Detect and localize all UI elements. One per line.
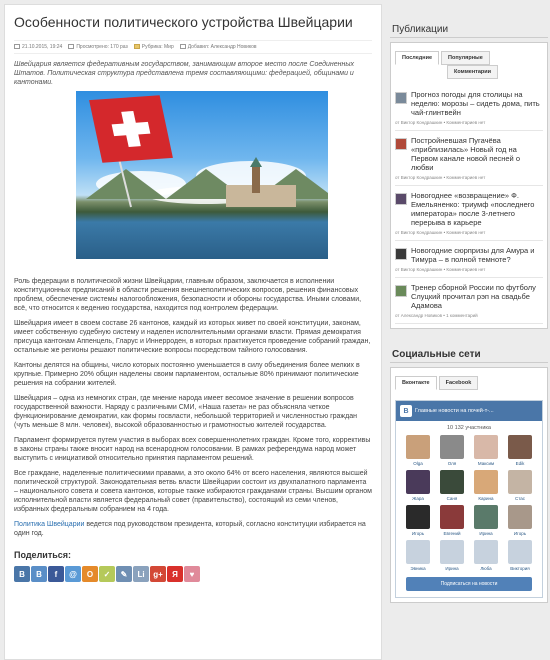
vk-member-name[interactable]: Игорь — [513, 531, 527, 536]
date-meta — [14, 44, 62, 50]
news-row — [395, 283, 543, 310]
vk-members-count: 10 132 участника — [447, 425, 491, 431]
avatar[interactable] — [508, 540, 532, 564]
vk-member[interactable] — [506, 435, 534, 466]
mailru-icon[interactable]: @ — [65, 566, 81, 582]
vk-subscribe-button[interactable]: Подписаться на новости — [406, 577, 532, 591]
vk-member-name[interactable]: Жара — [412, 496, 424, 501]
vk-member[interactable] — [472, 505, 500, 536]
tab-popular[interactable]: Популярные — [441, 51, 490, 65]
odnoklassniki-icon[interactable]: О — [82, 566, 98, 582]
folder-icon — [134, 44, 140, 49]
vk-member[interactable] — [472, 435, 500, 466]
share-title: Поделиться: — [14, 550, 72, 560]
vk-member-name[interactable]: Саня — [446, 496, 458, 501]
vk-member[interactable] — [438, 470, 466, 501]
swiss-flag-photo — [76, 91, 328, 259]
paragraph: Парламент формируется путем участия в выборах всех совершеннолетних граждан. Кроме того, коррективы в законы страны также вносит народ на всенародном голосовании. В рамках референдума народ может выступить с инициативой относительно принятия парламентом решений. — [14, 437, 371, 462]
social-tabs — [395, 372, 543, 390]
news-thumbnail[interactable] — [395, 285, 407, 297]
category-meta[interactable] — [134, 44, 174, 50]
news-item[interactable] — [395, 278, 543, 324]
news-meta: от Александр Новиков • 1 комментарий — [395, 313, 478, 318]
facebook-icon[interactable]: f — [48, 566, 64, 582]
avatar[interactable] — [406, 540, 430, 564]
category-link[interactable]: Рубрика: Мир — [141, 44, 174, 50]
news-row — [395, 246, 543, 264]
views-meta — [68, 44, 127, 50]
linkedin-icon[interactable]: Li — [133, 566, 149, 582]
avatar[interactable] — [508, 435, 532, 459]
article-lead: Швейцария является федеративным государством, занимающим второе место после Соединенных Штатов. Политическая структура представлена тремя составляющими: федерацией, общинами и кантонами. — [14, 61, 355, 86]
livejournal-icon[interactable]: ✎ — [116, 566, 132, 582]
vk-member[interactable] — [506, 470, 534, 501]
avatar[interactable] — [508, 505, 532, 529]
vk-member-name[interactable]: Ирина — [445, 566, 459, 571]
date-text: 21.10.2015, 19:24 — [22, 44, 63, 50]
social-panel — [390, 367, 548, 603]
vk-member[interactable] — [438, 540, 466, 571]
vk-member[interactable] — [438, 435, 466, 466]
news-item[interactable] — [395, 85, 543, 131]
vk-members-grid — [396, 435, 542, 571]
vk-member-name[interactable]: Edik — [515, 461, 525, 466]
news-meta: от Виктор Кондрашкин • Комментариев нет — [395, 175, 486, 180]
news-meta: от Виктор Кондрашкин • Комментариев нет — [395, 230, 486, 235]
bookmark-icon[interactable]: ✓ — [99, 566, 115, 582]
vk-widget — [395, 400, 543, 598]
news-item[interactable] — [395, 241, 543, 278]
avatar[interactable] — [440, 470, 464, 494]
avatar[interactable] — [440, 505, 464, 529]
article-body — [14, 277, 372, 538]
vk-member-name[interactable]: Ирина — [479, 531, 493, 536]
news-thumbnail[interactable] — [395, 92, 407, 104]
vk-member[interactable] — [506, 540, 534, 571]
vk-logo-icon: В — [400, 405, 412, 417]
page-title: Особенности политического устройства Швейцарии — [14, 14, 353, 30]
google-icon[interactable]: g+ — [150, 566, 166, 582]
news-title-link[interactable]: Новогоднее «возвращение» Ф. Емельяненко: триумф «последнего императора» после 3-летнего перерыва в карьере — [411, 191, 535, 227]
swiss-politics-link[interactable]: Политика Швейцарии — [14, 521, 85, 528]
avatar[interactable] — [406, 505, 430, 529]
vk-member-name[interactable]: Стас — [514, 496, 525, 501]
news-title-link[interactable]: Тренер сборной России по футболу Слуцкий прочитал рэп на свадьбе Адамова — [411, 283, 536, 310]
avatar[interactable] — [474, 470, 498, 494]
yandex-icon[interactable]: Я — [167, 566, 183, 582]
eye-icon — [68, 44, 74, 49]
avatar[interactable] — [474, 435, 498, 459]
avatar[interactable] — [474, 505, 498, 529]
calendar-icon — [14, 44, 20, 49]
publications-title: Публикации — [390, 4, 548, 38]
vk-member[interactable] — [438, 505, 466, 536]
news-title-link[interactable]: Новогодние сюрпризы для Амура и Тимура – в полной темноте? — [411, 246, 535, 264]
tab-comments[interactable]: Комментарии — [447, 65, 498, 79]
author-text: Добавил: Александр Новиков — [187, 44, 257, 50]
social-title: Социальные сети — [390, 329, 548, 363]
vk-member-name[interactable]: Виктория — [510, 566, 530, 571]
vk-member-name[interactable]: Olga — [413, 461, 423, 466]
avatar[interactable] — [406, 435, 430, 459]
tab-latest[interactable]: Последние — [395, 51, 439, 65]
publication-tabs — [395, 47, 543, 79]
paragraph-last-text: ведется под руководством президента, который, согласно конституции избирается на один год. — [14, 521, 366, 537]
paragraph: Все граждане, наделенные политическими правами, а это около 64% от всего населения, являются высшей политической структурой. Законодательная ветвь власти Швейцарии состоит из двухпалатного парламента – национального совета и совета кантонов, которые также избираются гражданами страны. Высшим органом исполнительной власти является федеральный совет (правительство), состоящий из семи членов, избранных федеральным собранием на 4 года. — [14, 470, 372, 513]
article — [4, 4, 382, 660]
vk-member[interactable] — [472, 540, 500, 571]
news-thumbnail[interactable] — [395, 138, 407, 150]
vk-member[interactable] — [404, 505, 432, 536]
vk-widget-header[interactable] — [396, 401, 542, 421]
share-buttons — [14, 566, 372, 582]
vk-member-name[interactable]: Эвника — [410, 566, 426, 571]
paragraph-last — [14, 520, 372, 538]
news-title-link[interactable]: Прогноз погоды для столицы на неделю: морозы – сидеть дома, пить чай-глинтвейн — [411, 90, 540, 117]
news-meta: от Виктор Кондрашкин • Комментариев нет — [395, 267, 486, 272]
vk-member[interactable] — [404, 540, 432, 571]
avatar[interactable] — [440, 435, 464, 459]
article-meta — [14, 40, 372, 54]
avatar[interactable] — [406, 470, 430, 494]
news-thumbnail[interactable] — [395, 248, 407, 260]
vk-member-name[interactable]: Люба — [480, 566, 492, 571]
news-item[interactable] — [395, 131, 543, 186]
vk-member-name[interactable]: Евгений — [443, 531, 461, 536]
liveinternet-icon[interactable]: ♥ — [184, 566, 200, 582]
publications-panel — [390, 42, 548, 329]
vk-member-name[interactable]: Игорь — [411, 531, 425, 536]
vk-icon[interactable]: В — [14, 566, 30, 582]
vk-member[interactable] — [404, 435, 432, 466]
tab-vkontakte[interactable]: Вконтакте — [395, 376, 437, 390]
news-title-link[interactable]: Постройневшая Пугачёва «приблизилась» Новый год на Первом канале новой песней о любви — [411, 136, 521, 172]
vk-member-name[interactable]: Карина — [478, 496, 494, 501]
tab-facebook[interactable]: Facebook — [439, 376, 479, 390]
avatar[interactable] — [508, 470, 532, 494]
author-meta — [180, 44, 257, 50]
user-icon — [180, 44, 186, 49]
sidebar — [390, 4, 548, 603]
vk-member-name[interactable]: Максим — [477, 461, 495, 466]
vk-group-name[interactable]: Главные новости на почей-т-... — [415, 408, 494, 414]
vk-member[interactable] — [404, 470, 432, 501]
news-list — [395, 85, 543, 324]
blogger-icon[interactable]: B — [31, 566, 47, 582]
vk-member[interactable] — [472, 470, 500, 501]
news-thumbnail[interactable] — [395, 193, 407, 205]
news-row — [395, 90, 543, 117]
vk-member-name[interactable]: Оля — [447, 461, 457, 466]
paragraph: Швейцария имеет в своем составе 26 кантонов, каждый из которых живет по своей конституции, законам, имеет собственную судебную систему и наделен исполнительными органами власти. Прямая демократия присуща кантонам Аппенцель, Гларус и Иннерроден, в которых практикуется проведение собраний граждан, остальные же регионы решают политические вопросы посредством тайного голосования. — [14, 320, 371, 354]
news-meta: от Виктор Кондрашкин • Комментариев нет — [395, 120, 486, 125]
views-text: Просмотрено: 170 раз — [76, 44, 128, 50]
avatar[interactable] — [440, 540, 464, 564]
paragraph: Кантоны делятся на общины, число которых постоянно уменьшается в силу объединения более мелких в крупные. Примерно 20% общин наделены своим парламентом, остальные 80% принимают политические решения на собрании жителей. — [14, 362, 360, 387]
paragraph: Швейцария – одна из немногих стран, где мнение народа имеет весомое значение в решении вопросов государственной важности. Наряду с различными СМИ, «Наша газета» не раз объясняла четкое функционирование демократии, как формы госвласти, небольшой территорией и численностью граждан (чуть меньше 8 млн. человек), высокой образованностью и грамотностью жителей государства. — [14, 395, 357, 429]
news-item[interactable] — [395, 186, 543, 241]
paragraph: Роль федерации в политической жизни Швейцарии, главным образом, заключается в исполнении конституционных предписаний в области решения внешнеполитических вопросов, решения финансовых проблем, обеспечение системы налогообложения, безопасности и обороны государства. Иными словами, всё, что относится к ведению государства, находится под контролем федерации. — [14, 278, 362, 312]
news-row — [395, 136, 543, 172]
avatar[interactable] — [474, 540, 498, 564]
vk-member[interactable] — [506, 505, 534, 536]
news-row — [395, 191, 543, 227]
